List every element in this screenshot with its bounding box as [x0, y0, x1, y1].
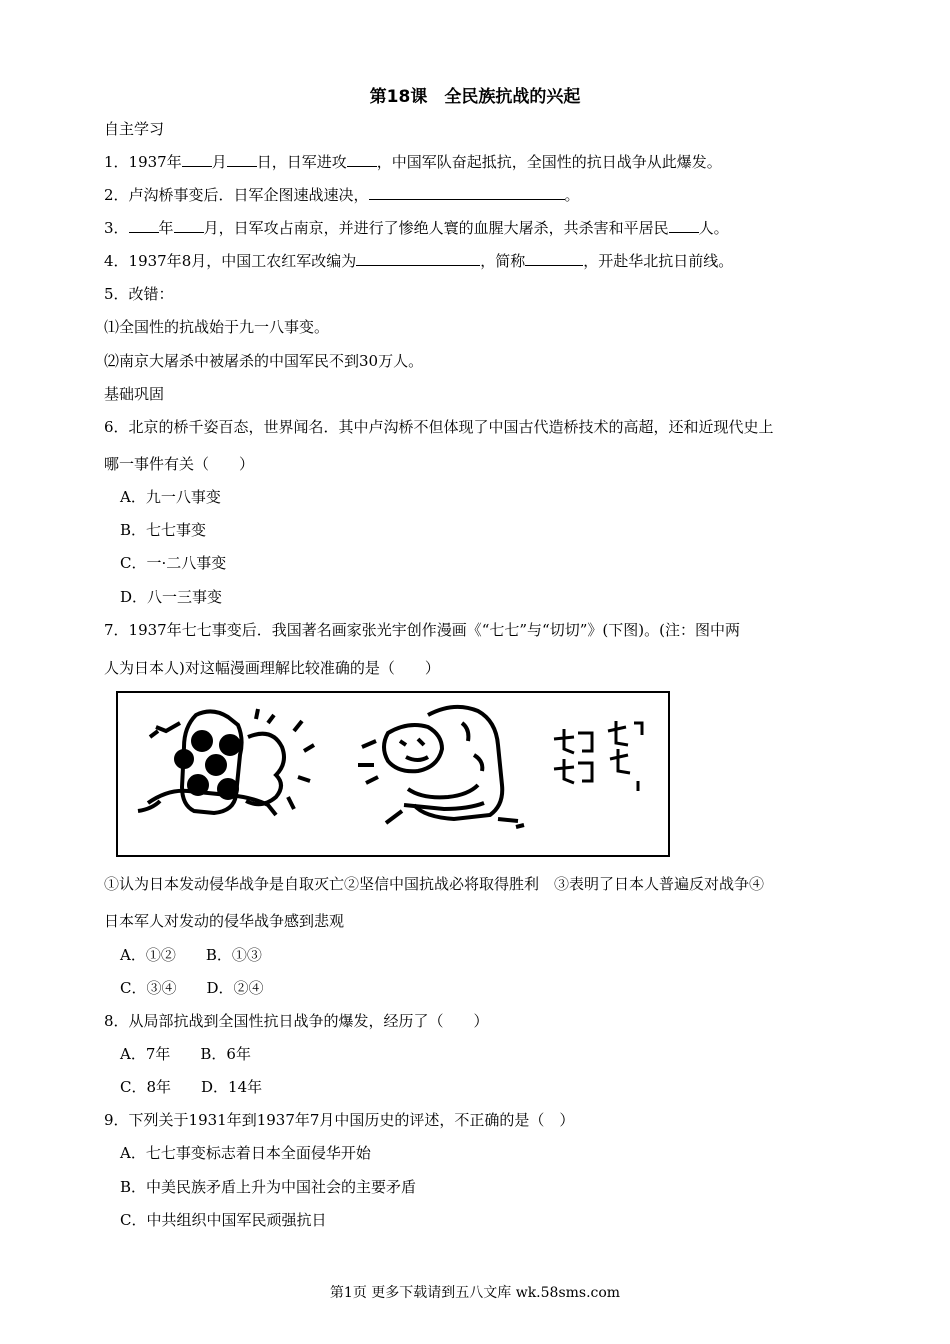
- question-5-item-2: ⑵南京大屠杀中被屠杀的中国军民不到30万人。: [104, 352, 424, 370]
- question-7-caption-2: 日本军人对发动的侵华战争感到悲观: [104, 912, 345, 930]
- q4-blank-short: [525, 251, 583, 266]
- q1-text-b: 月: [211, 153, 227, 171]
- question-9-stem: 9．下列关于1931年到1937年7月中国历史的评述，不正确的是（ ）: [104, 1111, 575, 1129]
- q1-text-c: 日，日军进攻: [256, 153, 347, 171]
- q1-text-a: 1．1937年: [104, 153, 182, 171]
- question-2: [104, 185, 580, 205]
- q7-options-row-1: A．①② B．①③: [120, 946, 262, 964]
- page-title: 第18课 全民族抗战的兴起: [369, 87, 581, 107]
- q6-option-c: C．一·二八事变: [120, 554, 227, 572]
- q3-text-a: 3．: [104, 219, 129, 237]
- right-figure-illustration: [358, 707, 524, 827]
- q6-option-a: A．九一八事变: [120, 488, 221, 506]
- question-1: [104, 152, 722, 172]
- q4-text-b: ，简称: [480, 252, 526, 270]
- q1-blank-month: [182, 152, 212, 167]
- question-7-line-2: 人为日本人)对这幅漫画理解比较准确的是（ ）: [104, 659, 440, 677]
- q7-options-row-2: C．③④ D．②④: [120, 979, 264, 997]
- left-figure-illustration: [138, 709, 314, 815]
- q3-blank-year: [129, 218, 159, 233]
- q4-text-a: 4．1937年8月，中国工农红军改编为: [104, 252, 357, 270]
- q8-options-row-2: C．8年 D．14年: [120, 1078, 263, 1096]
- q2-text-a: 2．卢沟桥事变后．日军企图速战速决，: [104, 186, 369, 204]
- question-6-line-2: 哪一事件有关（ ）: [104, 455, 255, 473]
- cartoon-drawing: [118, 693, 668, 855]
- q3-blank-count: [669, 218, 699, 233]
- question-4: [104, 251, 733, 271]
- q4-text-c: ，开赴华北抗日前线。: [583, 252, 734, 270]
- q1-text-d: ，中国军队奋起抵抗，全国性的抗日战争从此爆发。: [376, 153, 722, 171]
- q9-option-c: C．中共组织中国军民顽强抗日: [120, 1211, 327, 1229]
- question-6-line-1: 6．北京的桥千姿百态，世界闻名．其中卢沟桥不但体现了中国古代造桥技术的高超，还和近现代史上: [104, 418, 774, 436]
- q2-blank: [369, 185, 565, 200]
- q9-option-b: B．中美民族矛盾上升为中国社会的主要矛盾: [120, 1178, 417, 1196]
- q3-blank-month: [174, 218, 204, 233]
- q6-option-d: D．八一三事变: [120, 588, 223, 606]
- question-8-stem: 8．从局部抗战到全国性抗日战争的爆发，经历了（ ）: [104, 1012, 489, 1030]
- q1-blank-place: [347, 152, 377, 167]
- section-heading-basic: 基础巩固: [104, 385, 165, 403]
- question-7-line-1: 7．1937年七七事变后．我国著名画家张光宇创作漫画《“七七”与“切切”》(下图)。(注：图中两: [104, 621, 740, 639]
- section-heading-self-study: 自主学习: [104, 120, 165, 138]
- q8-options-row-1: A．7年 B．6年: [120, 1045, 251, 1063]
- q3-text-c: 月，日军攻占南京，并进行了惨绝人寰的血腥大屠杀，共杀害和平居民: [203, 219, 669, 237]
- q6-option-b: B．七七事变: [120, 521, 207, 539]
- cartoon-figure: [116, 691, 670, 857]
- q2-text-b: 。: [564, 186, 580, 204]
- q9-option-a: A．七七事变标志着日本全面侵华开始: [120, 1144, 371, 1162]
- cartoon-lettering: [554, 721, 642, 791]
- q1-blank-day: [227, 152, 257, 167]
- question-3: [104, 218, 729, 238]
- question-5-stem: 5．改错：: [104, 285, 174, 303]
- q4-blank-name: [356, 251, 480, 266]
- q3-text-d: 人。: [698, 219, 729, 237]
- page-footer: 第1页 更多下载请到五八文库 wk.58sms.com: [329, 1285, 621, 1301]
- question-5-item-1: ⑴全国性的抗战始于九一八事变。: [104, 318, 330, 336]
- question-7-caption-1: ①认为日本发动侵华战争是自取灭亡②坚信中国抗战必将取得胜利 ③表明了日本人普遍反对战争④: [104, 875, 765, 893]
- q3-text-b: 年: [158, 219, 174, 237]
